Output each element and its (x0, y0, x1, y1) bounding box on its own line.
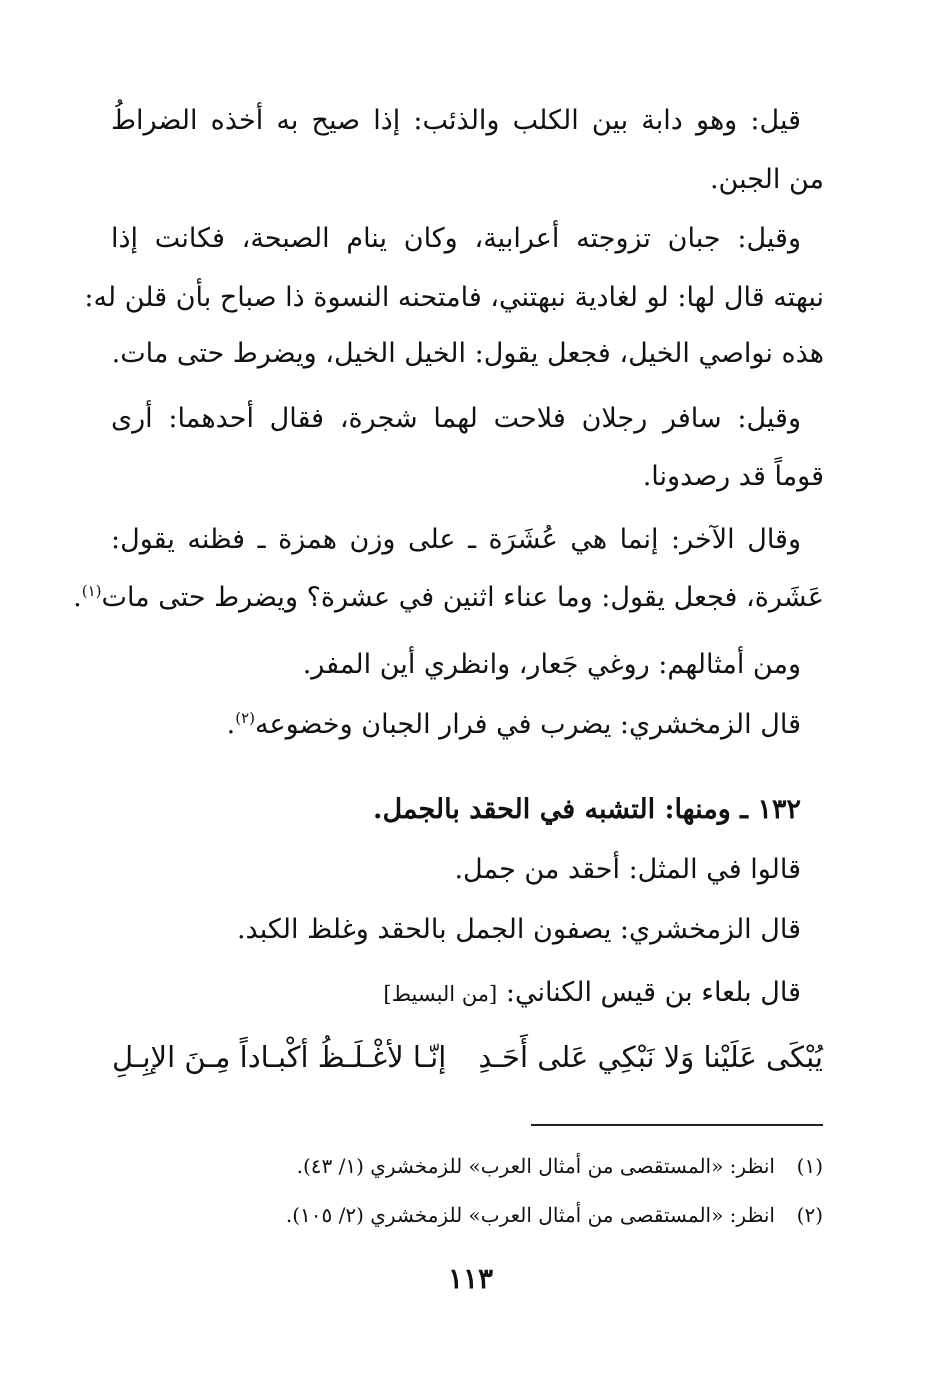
footnote-2 (286, 1200, 823, 1230)
footnote-ref-1: (١) (81, 582, 102, 600)
poet-intro: قال بلعاء بن قيس الكناني: (505, 977, 801, 1008)
body-line-11 (91, 705, 801, 745)
verse-second-hemistich: إنّـا لأغْـلَـظُ أكْبـاداً مِـنَ الإبِـلِ (112, 1040, 447, 1074)
body-line-4: نبهته قال لها: لو لغادية نبهتني، فامتحنه النسوة ذا صباح بأن قلن له: (84, 282, 824, 313)
footnote-2-text: انظر: «المستقصى من أمثال العرب» للزمخشري (٢/ ١٠٥). (285, 1203, 775, 1227)
body-line-5: هذه نواصي الخيل، فجعل يقول: الخيل الخيل، ويضرط حتى مات. (111, 338, 824, 369)
body-line-9 (73, 578, 824, 618)
footnote-1-text: انظر: «المستقصى من أمثال العرب» للزمخشري (١/ ٤٣). (296, 1154, 775, 1178)
body-line-15 (91, 973, 801, 1014)
footnote-ref-2: (٢) (235, 709, 255, 727)
meter-tag: [من البسيط] (383, 982, 498, 1006)
body-line-7: قوماً قد رصدونا. (642, 461, 824, 492)
section-heading: ١٣٢ ـ ومنها: التشبه في الحقد بالجمل. (373, 794, 801, 825)
body-line-3: وقيل: جبان تزوجته أعرابية، وكان ينام الصبحة، فكانت إذا (111, 223, 801, 254)
page-number: ١١٣ (447, 1262, 494, 1295)
body-line-14: قال الزمخشري: يصفون الجمل بالحقد وغلظ الكبد. (236, 914, 801, 945)
body-line-8: وقال الآخر: إنما هي عُشَرَة ـ على وزن همزة ـ فظنه يقول: (111, 524, 801, 555)
body-line-2: من الجبن. (709, 164, 824, 195)
body-line-11-text: قال الزمخشري: يضرب في فرار الجبان وخضوعه (254, 709, 801, 740)
line-11-period: . (226, 709, 236, 740)
body-line-9-text: عَشَرة، فجعل يقول: وما عناء اثنين في عشرة؟ ويضرط حتى مات (101, 582, 824, 613)
line-9-period: . (73, 582, 82, 613)
footnote-2-number: (٢) (796, 1203, 823, 1227)
body-line-6: وقيل: سافر رجلان فلاحت لهما شجرة، فقال أحدهما: أرى (111, 403, 801, 434)
verse-first-hemistich: يُبْكَى عَلَيْنا وَلا نَبْكِي عَلى أَحَـدِ (478, 1040, 823, 1074)
footnote-separator (531, 1124, 823, 1126)
footnote-1 (297, 1151, 823, 1181)
body-line-1: قيل: وهو دابة بين الكلب والذئب: إذا صيح به أخذه الضراطُ (111, 105, 801, 136)
body-line-13: قالوا في المثل: أحقد من جمل. (454, 854, 801, 885)
footnote-1-number: (١) (796, 1154, 823, 1178)
body-line-10: ومن أمثالهم: روغي جَعار، وانظري أين المفر. (302, 649, 801, 680)
